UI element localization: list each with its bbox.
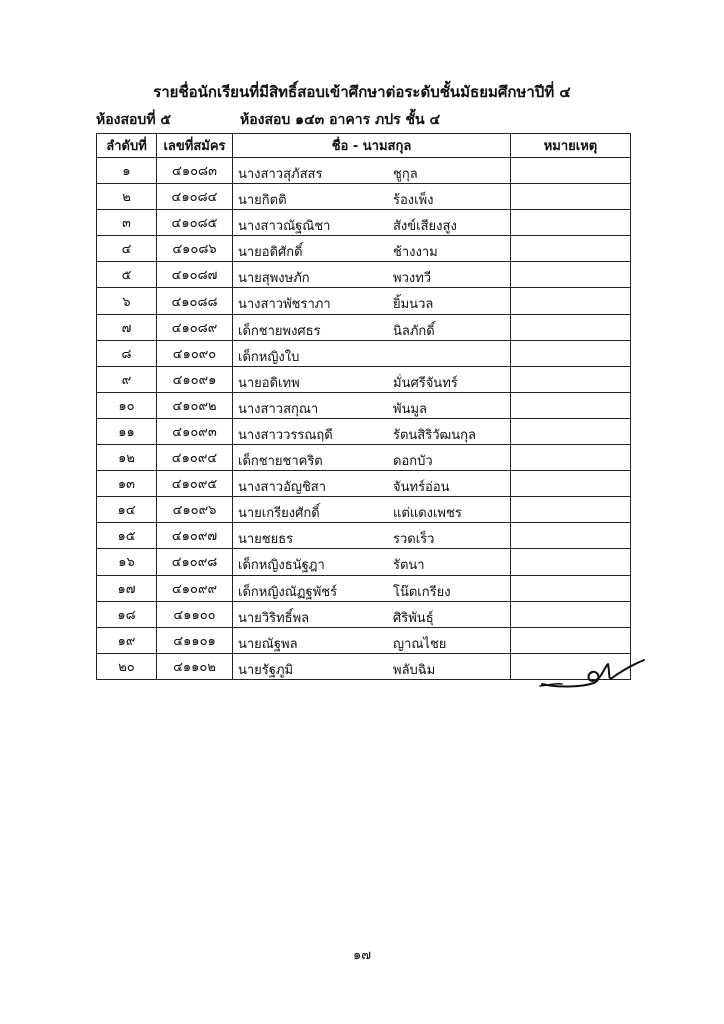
row-order-number: ๗ [97,314,157,340]
table-row [97,210,631,236]
row-note [511,366,631,392]
table-row [97,575,631,601]
row-note [511,523,631,549]
row-order-number: ๑๒ [97,445,157,471]
row-name-cell [233,392,511,418]
row-note [511,445,631,471]
row-first-name: นายอดิเทพ [238,375,300,391]
row-name-cell [233,314,511,340]
row-last-name: พลับฉิม [393,662,436,678]
row-note [511,418,631,444]
row-order-number: ๑๑ [97,418,157,444]
row-note [511,236,631,262]
row-order-number: ๑๘ [97,601,157,627]
table-row [97,523,631,549]
row-note [511,210,631,236]
header-note: หมายเหตุ [511,134,631,158]
row-application-number: ๔๑๐๙๐ [157,340,233,366]
row-first-name: นางสาวสกุณา [238,401,319,417]
row-first-name: นายกิตติ [238,193,287,209]
row-name-cell [233,653,511,679]
row-name-cell [233,471,511,497]
row-order-number: ๑๔ [97,497,157,523]
header-order: ลำดับที่ [97,134,157,158]
row-last-name: นิลภักดิ์ [393,323,435,339]
row-note [511,497,631,523]
row-order-number: ๓ [97,210,157,236]
row-first-name: นางสาวณัฐณิชา [238,219,331,235]
row-note [511,392,631,418]
row-last-name: รัตนสิริวัฒนกุล [393,427,476,443]
row-note [511,575,631,601]
row-application-number: ๔๑๐๘๓ [157,158,233,184]
table-row [97,418,631,444]
row-first-name: นายรัฐภูมิ [238,662,294,678]
row-note [511,601,631,627]
row-last-name: ช้างงาม [393,245,438,261]
row-application-number: ๔๑๐๘๖ [157,236,233,262]
row-last-name: ยิ้มนวล [393,297,434,313]
table-body [97,158,631,680]
row-order-number: ๔ [97,236,157,262]
student-roster-table [96,133,631,680]
row-order-number: ๑ [97,158,157,184]
row-application-number: ๔๑๐๙๕ [157,471,233,497]
table-row [97,445,631,471]
header-application-number: เลขที่สมัคร [157,134,233,158]
row-last-name: รวดเร็ว [393,532,435,548]
table-row [97,288,631,314]
row-order-number: ๕ [97,262,157,288]
signature-icon [538,650,648,692]
table-row [97,366,631,392]
row-application-number: ๔๑๐๘๗ [157,262,233,288]
row-name-cell [233,575,511,601]
row-order-number: ๑๐ [97,392,157,418]
row-last-name: มั่นศรีจันทร์ [393,375,458,391]
row-order-number: ๒๐ [97,653,157,679]
row-first-name: เด็กหญิงณัฏฐพัชร์ [238,584,338,600]
row-note [511,549,631,575]
row-application-number: ๔๑๑๐๒ [157,653,233,679]
row-first-name: เด็กชายพงศธร [238,323,321,339]
row-application-number: ๔๑๐๙๔ [157,445,233,471]
row-note [511,158,631,184]
row-order-number: ๑๓ [97,471,157,497]
row-application-number: ๔๑๐๙๓ [157,418,233,444]
row-application-number: ๔๑๐๘๔ [157,184,233,210]
exam-room-label: ห้องสอบที่ ๕ [96,112,172,128]
row-first-name: เด็กชายชาคริต [238,454,323,470]
row-note [511,184,631,210]
row-name-cell [233,288,511,314]
row-name-cell [233,601,511,627]
row-first-name: นายณัฐพล [238,636,298,652]
row-first-name: นางสาวพัชราภา [238,297,331,313]
row-last-name: พันมูล [393,401,427,417]
row-application-number: ๔๑๐๙๘ [157,549,233,575]
row-name-cell [233,627,511,653]
row-order-number: ๑๗ [97,575,157,601]
row-name-cell [233,366,511,392]
row-application-number: ๔๑๐๙๒ [157,392,233,418]
row-application-number: ๔๑๐๙๙ [157,575,233,601]
table-row [97,471,631,497]
row-first-name: นางสาววรรณฤดี [238,427,333,443]
table-row [97,549,631,575]
row-application-number: ๔๑๐๘๙ [157,314,233,340]
row-last-name: ชูกุล [393,167,418,182]
row-name-cell [233,236,511,262]
row-note [511,471,631,497]
table-row [97,236,631,262]
row-last-name: ศิริพันธุ์ [393,610,434,626]
row-last-name: พวงทวี [393,271,432,287]
table-row [97,314,631,340]
row-name-cell [233,497,511,523]
row-first-name: นางสาวอัญชิสา [238,480,327,496]
row-first-name: นายอดิศักดิ์ [238,245,303,261]
row-name-cell [233,210,511,236]
row-name-cell [233,445,511,471]
table-row [97,497,631,523]
row-last-name: จันทร์อ่อน [393,480,450,496]
row-name-cell [233,418,511,444]
row-note [511,314,631,340]
table-row [97,262,631,288]
row-note [511,288,631,314]
row-name-cell [233,262,511,288]
row-last-name: ดอกบัว [393,454,433,470]
row-first-name: นายสุพงษภัก [238,271,310,287]
row-order-number: ๖ [97,288,157,314]
table-row [97,392,631,418]
row-last-name: โน๊ตเกรียง [393,584,451,600]
row-application-number: ๔๑๐๙๖ [157,497,233,523]
table-row [97,158,631,184]
row-application-number: ๔๑๑๐๑ [157,627,233,653]
row-last-name: รัตนา [393,558,425,574]
row-order-number: ๑๖ [97,549,157,575]
row-application-number: ๔๑๐๙๑ [157,366,233,392]
row-name-cell [233,340,511,366]
row-first-name: นางสาวสุภัสสร [238,167,323,182]
row-last-name: แต่แดงเพชร [393,506,462,522]
document-title: รายชื่อนักเรียนที่มีสิทธิ์สอบเข้าศึกษาต่อระดับชั้นมัธยมศึกษาปีที่ ๔ [153,83,571,101]
row-note [511,262,631,288]
row-application-number: ๔๑๑๐๐ [157,601,233,627]
table-row [97,184,631,210]
row-first-name: นายชยธร [238,532,294,548]
row-last-name: ญาณไชย [393,636,447,652]
row-first-name: เด็กหญิงใบ [238,349,300,365]
row-first-name: เด็กหญิงธนัฐฎา [238,558,325,574]
signature-mark [538,650,648,696]
row-name-cell [233,158,511,184]
page-number: ๑๗ [352,948,372,963]
table-row [97,601,631,627]
row-order-number: ๘ [97,340,157,366]
row-last-name: ร้องเพ็ง [393,193,434,209]
row-application-number: ๔๑๐๙๗ [157,523,233,549]
row-order-number: ๒ [97,184,157,210]
row-first-name: นายวิริทธิ์พล [238,610,310,626]
row-first-name: นายเกรียงศักดิ์ [238,506,320,522]
row-order-number: ๙ [97,366,157,392]
row-name-cell [233,549,511,575]
exam-room-location: ห้องสอบ ๑๔๓ อาคาร ภปร ชั้น ๔ [240,112,441,128]
header-name: ชื่อ - นามสกุล [233,134,511,158]
row-order-number: ๑๕ [97,523,157,549]
row-order-number: ๑๙ [97,627,157,653]
table-row [97,340,631,366]
row-name-cell [233,523,511,549]
row-note [511,340,631,366]
table-header-row [97,134,631,158]
row-last-name: สังข์เสียงสูง [393,219,457,235]
row-name-cell [233,184,511,210]
row-application-number: ๔๑๐๘๘ [157,288,233,314]
row-application-number: ๔๑๐๘๕ [157,210,233,236]
